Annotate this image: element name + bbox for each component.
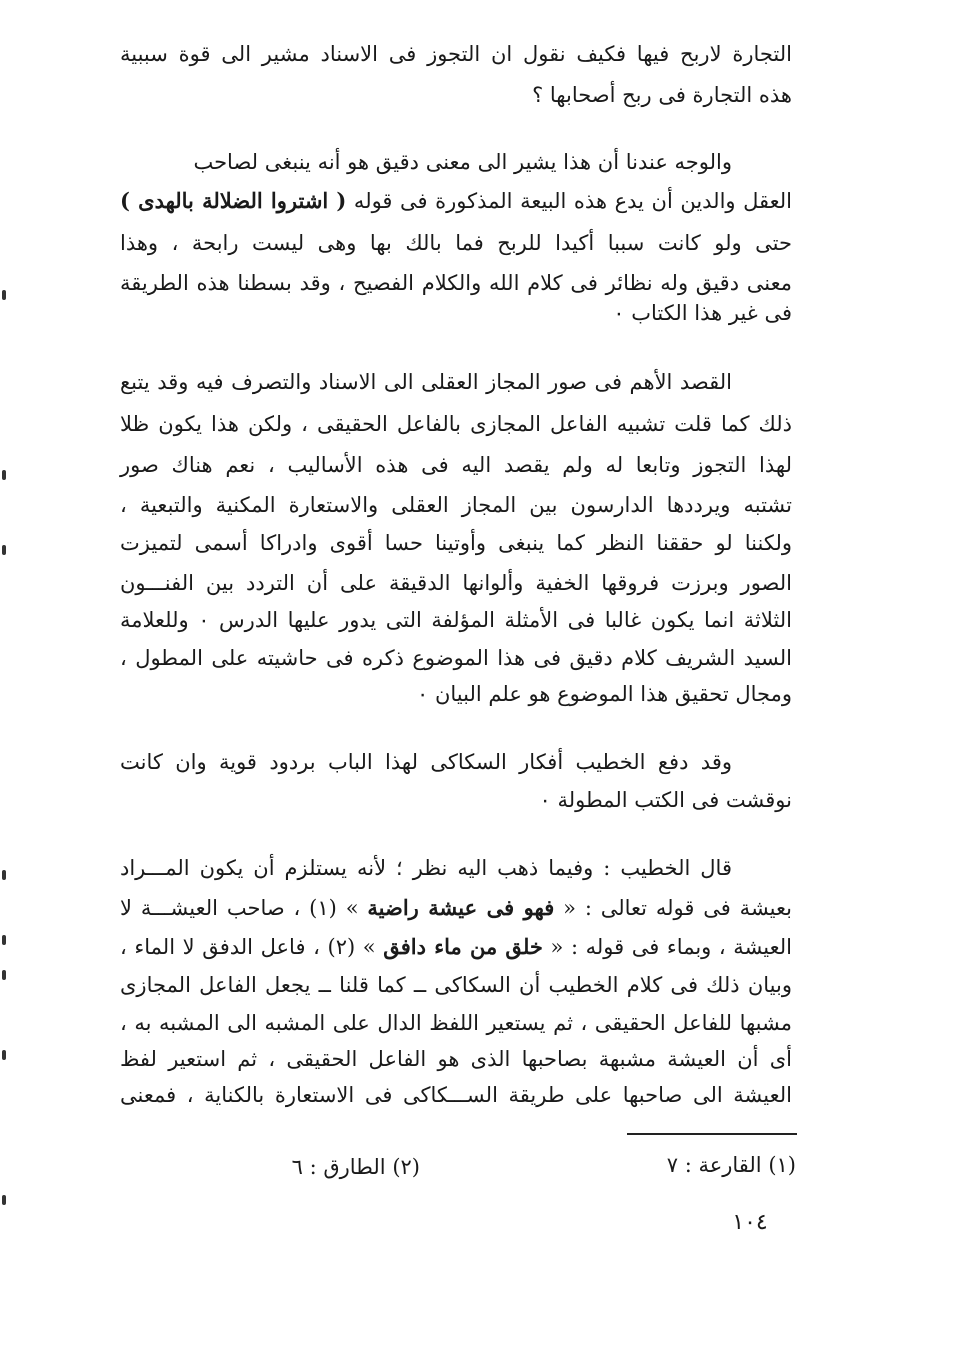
scan-mark xyxy=(2,1050,6,1060)
text-line: حتى ولو كانت سببا أكيدا للربح فما بالك بها وهى ليست رابحة ، وهذا xyxy=(120,231,792,255)
text-line: وبيان ذلك فى كلام الخطيب أن السكاكى ــ كما قلنا ــ يجعل الفاعل المجازى xyxy=(120,973,792,997)
scan-mark xyxy=(2,970,6,980)
text-line: معنى دقيق وله نظائر فى كلام الله والكلام الفصيح ، وقد بسطنا هذه الطريقة xyxy=(120,271,792,295)
footnote-1: (١) القارعة : ٧ xyxy=(666,1153,796,1177)
text-line: ذلك كما قلت تشبيه الفاعل المجازى بالفاعل الحقيقى ، ولكن هذا يكون ظلا xyxy=(120,412,792,436)
text-line: القصد الأهم فى صور المجاز العقلى الى الاسناد والتصرف فيه وقد يتبع xyxy=(120,370,732,394)
scan-mark xyxy=(2,935,6,945)
scan-mark xyxy=(2,470,6,480)
text-line: الصور وبرزت فروقها الخفية وألوانها الدقيقة على أن التردد بين الفنـــون xyxy=(120,571,792,595)
text-line: تشتبه ويرددها الدارسون بين المجاز العقلى والاستعارة المكنية والتبعية ، xyxy=(120,493,792,517)
page-number: ١٠٤ xyxy=(732,1210,768,1235)
text-line: بعيشة فى قوله تعالى : « فهو فى عيشة راضية » (١) ، صاحب العيشـــة لا xyxy=(120,895,792,920)
text-line: ولكننا لو حققنا النظر كما ينبغى وأوتينا حسا أقوى وادراكا أسمى لتميزت xyxy=(120,531,792,555)
text-line: الثلاثة انما يكون غالبا فى الأمثلة المؤلفة التى يدور عليها الدرس ٠ وللعلامة xyxy=(120,608,792,632)
text-line: ومجال تحقيق هذا الموضوع هو علم البيان ٠ xyxy=(417,682,792,706)
scan-mark xyxy=(2,870,6,880)
text-line: السيد الشريف كلام دقيق فى هذا الموضوع ذكره فى حاشيته على المطول ، xyxy=(120,646,792,670)
text-line: العيشة ، وبماء فى قوله : « خلق من ماء دافق » (٢) ، فاعل الدفق لا الماء ، xyxy=(120,934,792,959)
text-line: وقد دفع الخطيب أفكار السكاكى لهذا الباب بردود قوية وان كانت xyxy=(120,750,732,774)
text-line: والوجه عندنا أن هذا يشير الى معنى دقيق هو أنه ينبغى لصاحب xyxy=(193,150,732,174)
footnote-divider xyxy=(627,1133,797,1135)
text-line: أى أن العيشة مشبهة بصاحبها الذى هو الفاعل الحقيقى ، ثم استعير لفظ xyxy=(120,1047,792,1071)
scan-mark xyxy=(2,545,6,555)
text-line: التجارة لاربح فيها فكيف نقول ان التجوز فى الاسناد مشير الى قوة سببية xyxy=(120,42,792,66)
text-line: نوقشت فى الكتب المطولة ٠ xyxy=(539,788,792,812)
text-line: مشبها للفاعل الحقيقى ، ثم يستعير اللفظ الدال على المشبه الى المشبه به ، xyxy=(120,1011,792,1035)
text-line: لهذا التجوز وتابعا له ولم يقصد اليه فى هذه الأساليب ، نعم هناك صور xyxy=(120,453,792,477)
text-line: العقل والدين أن يدع هذه البيعة المذكورة فى قوله ( اشتروا الضلالة بالهدى ) xyxy=(120,188,793,213)
scan-mark xyxy=(2,1195,6,1205)
text-line: فى غير هذا الكتاب ٠ xyxy=(613,301,792,325)
footnote-2: (٢) الطارق : ٦ xyxy=(291,1155,420,1179)
text-line: هذه التجارة فى ربح أصحابها ؟ xyxy=(532,83,792,107)
text-line: قال الخطيب : وفيما ذهب اليه نظر ؛ لأنه يستلزم أن يكون المـــراد xyxy=(120,856,732,880)
text-line: العيشة الى صاحبها على طريقة الســـكاكى فى الاستعارة بالكناية ، فمعنى xyxy=(120,1083,792,1107)
scan-mark xyxy=(2,290,6,300)
